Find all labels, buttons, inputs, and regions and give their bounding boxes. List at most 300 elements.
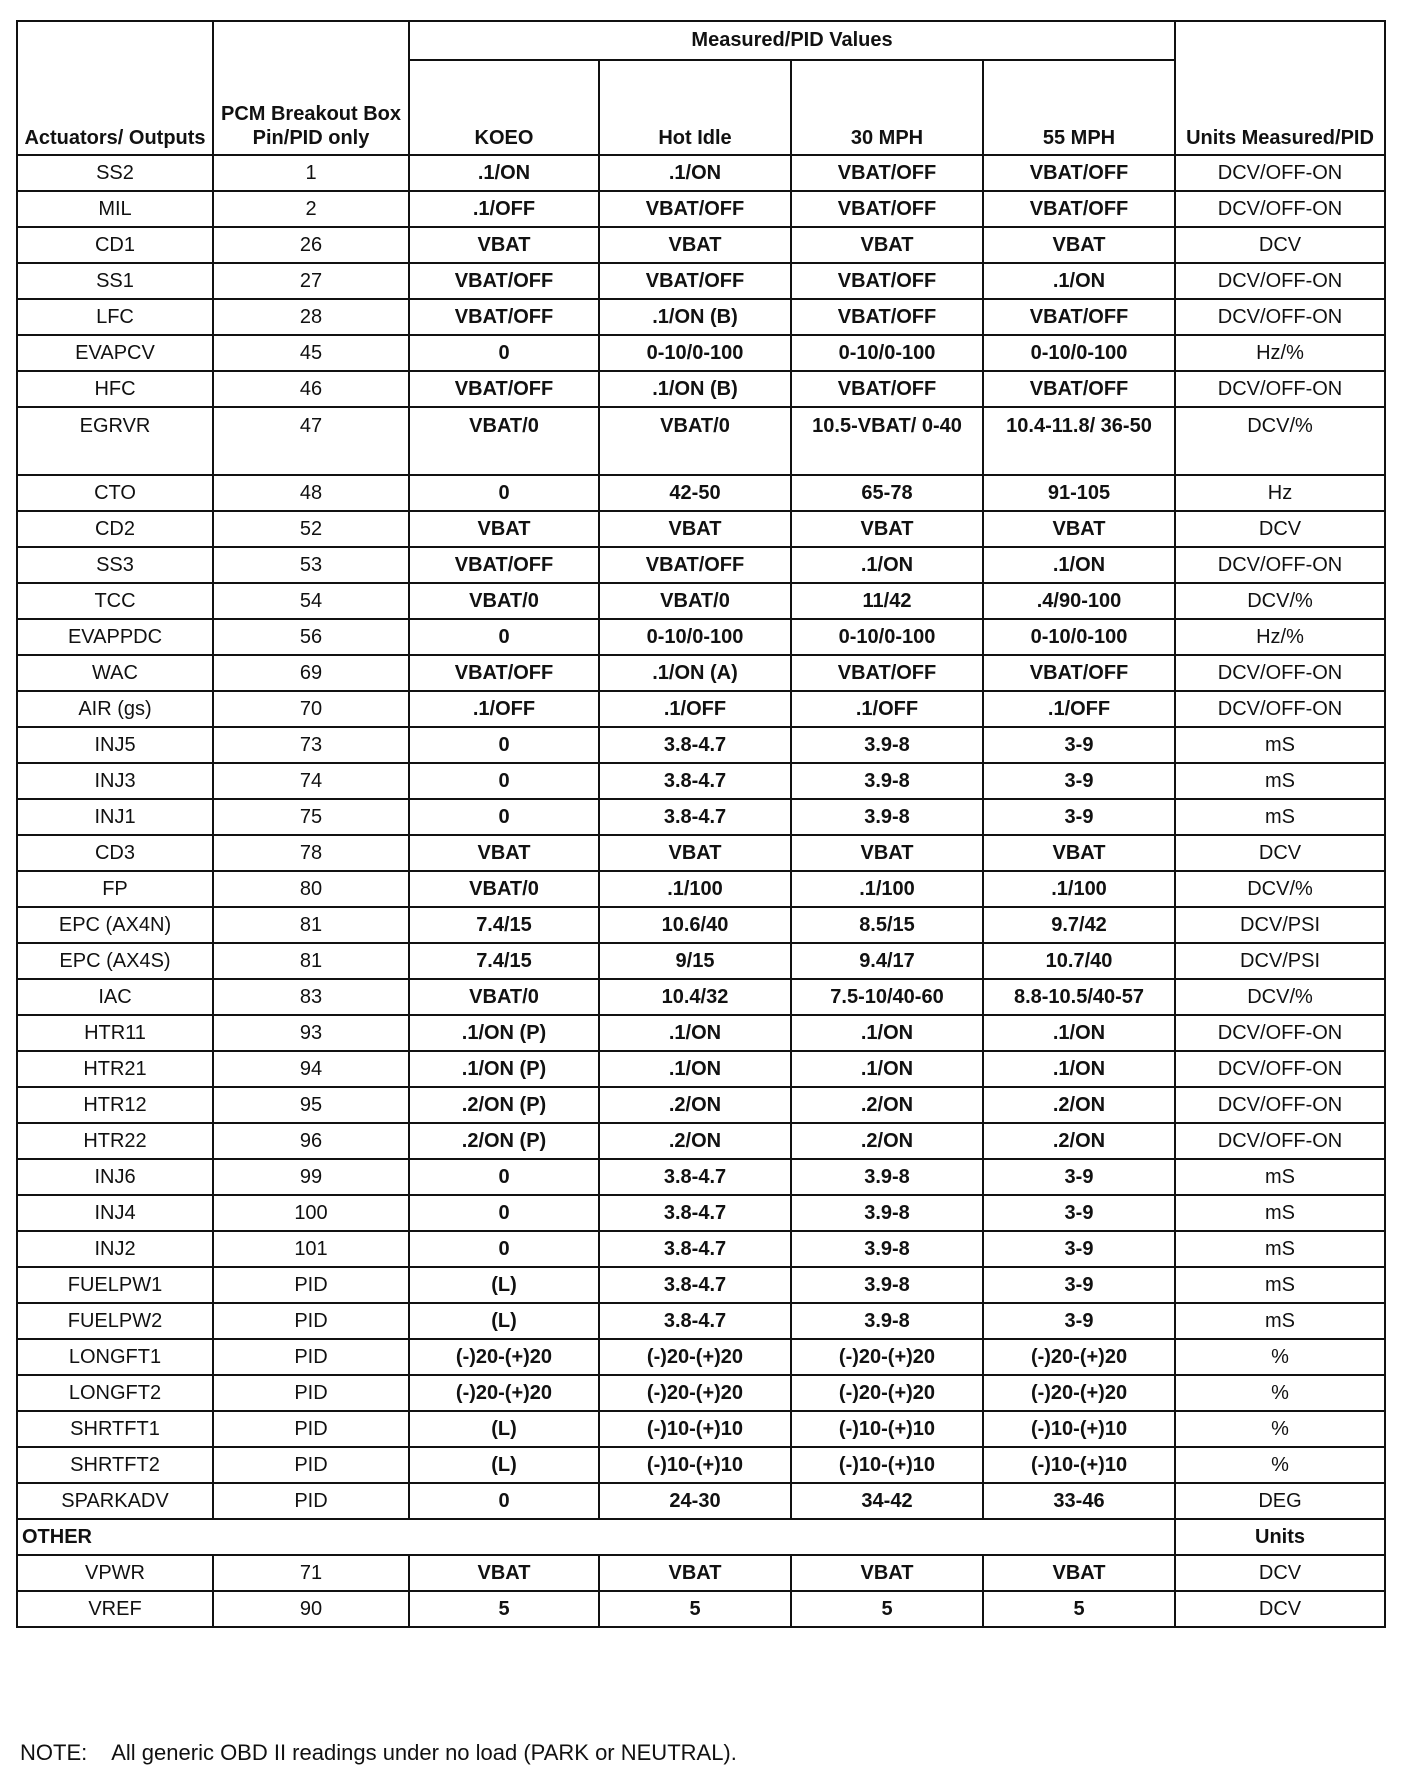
table-row [17, 1303, 1385, 1339]
note-label: NOTE: [20, 1740, 88, 1765]
table-row [17, 511, 1385, 547]
other-header-row [17, 1519, 1385, 1555]
table-row [17, 299, 1385, 335]
actuator-cell: EVAPCV [17, 335, 213, 371]
units-cell: DCV [1175, 835, 1385, 871]
koeo-cell: .1/OFF [409, 691, 599, 727]
hot-idle-cell: (-)10-(+)10 [599, 1447, 791, 1483]
units-cell: DCV/OFF-ON [1175, 299, 1385, 335]
hot-idle-cell: .1/ON (B) [599, 371, 791, 407]
hot-idle-cell: 3.8-4.7 [599, 727, 791, 763]
pin-cell: 70 [213, 691, 409, 727]
table-row [17, 263, 1385, 299]
pin-cell: 93 [213, 1015, 409, 1051]
koeo-cell: VBAT [409, 1555, 599, 1591]
mph30-cell: 65-78 [791, 475, 983, 511]
actuator-cell: CD1 [17, 227, 213, 263]
hot-idle-cell: 3.8-4.7 [599, 1159, 791, 1195]
hot-idle-cell: 3.8-4.7 [599, 1267, 791, 1303]
pin-cell: 100 [213, 1195, 409, 1231]
mph55-cell: .4/90-100 [983, 583, 1175, 619]
mph30-cell: .1/ON [791, 547, 983, 583]
mph30-cell: VBAT/OFF [791, 191, 983, 227]
pin-cell: 26 [213, 227, 409, 263]
mph55-cell: .2/ON [983, 1123, 1175, 1159]
actuator-cell: VREF [17, 1591, 213, 1627]
actuator-cell: HTR12 [17, 1087, 213, 1123]
koeo-cell: 7.4/15 [409, 943, 599, 979]
pin-cell: 71 [213, 1555, 409, 1591]
actuator-cell: SS2 [17, 155, 213, 191]
koeo-cell: 0 [409, 1195, 599, 1231]
actuator-cell: HTR21 [17, 1051, 213, 1087]
mph55-cell: 0-10/0-100 [983, 619, 1175, 655]
pin-cell: 80 [213, 871, 409, 907]
mph55-cell: 3-9 [983, 1159, 1175, 1195]
table-row [17, 835, 1385, 871]
table-row [17, 1411, 1385, 1447]
hot-idle-cell: 3.8-4.7 [599, 1303, 791, 1339]
mph30-cell: 3.9-8 [791, 799, 983, 835]
table-row [17, 907, 1385, 943]
note-text: All generic OBD II readings under no load (PARK or NEUTRAL). [111, 1740, 737, 1765]
actuator-cell: CD2 [17, 511, 213, 547]
pin-cell: 95 [213, 1087, 409, 1123]
mph30-cell: 3.9-8 [791, 1303, 983, 1339]
table-row [17, 191, 1385, 227]
footnote [20, 1740, 737, 1766]
units-cell: % [1175, 1447, 1385, 1483]
actuator-cell: INJ2 [17, 1231, 213, 1267]
pin-cell: 78 [213, 835, 409, 871]
other-section [17, 1519, 1385, 1627]
mph55-cell: VBAT [983, 511, 1175, 547]
pin-cell: 96 [213, 1123, 409, 1159]
mph30-cell: .1/100 [791, 871, 983, 907]
pin-cell: 81 [213, 907, 409, 943]
mph30-cell: 34-42 [791, 1483, 983, 1519]
actuator-output-table [16, 20, 1386, 1628]
units-cell: DCV/OFF-ON [1175, 191, 1385, 227]
hot-idle-cell: VBAT/0 [599, 583, 791, 619]
units-cell: mS [1175, 1267, 1385, 1303]
actuator-cell: AIR (gs) [17, 691, 213, 727]
units-cell: DCV/OFF-ON [1175, 655, 1385, 691]
pin-cell: PID [213, 1339, 409, 1375]
hot-idle-cell: .1/OFF [599, 691, 791, 727]
pin-cell: 28 [213, 299, 409, 335]
pin-cell: PID [213, 1303, 409, 1339]
mph30-cell: (-)10-(+)10 [791, 1411, 983, 1447]
units-cell: DCV/% [1175, 871, 1385, 907]
koeo-cell: 0 [409, 619, 599, 655]
actuator-cell: LFC [17, 299, 213, 335]
table-row [17, 727, 1385, 763]
mph30-cell: 8.5/15 [791, 907, 983, 943]
table-row [17, 547, 1385, 583]
mph55-cell: (-)20-(+)20 [983, 1339, 1175, 1375]
actuator-cell: FUELPW2 [17, 1303, 213, 1339]
mph30-cell: .1/ON [791, 1015, 983, 1051]
units-cell: Hz/% [1175, 619, 1385, 655]
hot-idle-cell: VBAT/0 [599, 407, 791, 475]
mph55-cell: 3-9 [983, 727, 1175, 763]
units-cell: DCV/% [1175, 583, 1385, 619]
units-cell: mS [1175, 1303, 1385, 1339]
pin-cell: 81 [213, 943, 409, 979]
mph30-cell: VBAT/OFF [791, 263, 983, 299]
actuator-cell: SS1 [17, 263, 213, 299]
mph55-cell: 91-105 [983, 475, 1175, 511]
actuator-cell: INJ6 [17, 1159, 213, 1195]
mph30-cell: 3.9-8 [791, 1195, 983, 1231]
table-row [17, 763, 1385, 799]
table-row [17, 475, 1385, 511]
units-cell: DCV/PSI [1175, 907, 1385, 943]
table-row [17, 1447, 1385, 1483]
mph55-cell: 10.4-11.8/ 36-50 [983, 407, 1175, 475]
mph55-cell: .1/ON [983, 1015, 1175, 1051]
pin-cell: PID [213, 1267, 409, 1303]
units-cell: mS [1175, 1231, 1385, 1267]
mph55-cell: .1/OFF [983, 691, 1175, 727]
mph55-cell: 10.7/40 [983, 943, 1175, 979]
table-row [17, 227, 1385, 263]
units-cell: mS [1175, 799, 1385, 835]
mph55-cell: 0-10/0-100 [983, 335, 1175, 371]
mph55-cell: 9.7/42 [983, 907, 1175, 943]
table-row [17, 799, 1385, 835]
mph30-cell: 3.9-8 [791, 763, 983, 799]
koeo-cell: VBAT/0 [409, 979, 599, 1015]
table-row [17, 583, 1385, 619]
units-cell: % [1175, 1375, 1385, 1411]
table-row [17, 1195, 1385, 1231]
koeo-cell: (L) [409, 1447, 599, 1483]
obd-pid-table-sheet [16, 20, 1384, 1628]
mph55-cell: VBAT/OFF [983, 155, 1175, 191]
units-cell: DCV/OFF-ON [1175, 1015, 1385, 1051]
hot-idle-cell: 0-10/0-100 [599, 335, 791, 371]
units-cell: Hz/% [1175, 335, 1385, 371]
mph30-cell: .1/OFF [791, 691, 983, 727]
mph55-cell: 5 [983, 1591, 1175, 1627]
units-cell: DCV [1175, 511, 1385, 547]
pin-cell: 90 [213, 1591, 409, 1627]
mph30-cell: (-)10-(+)10 [791, 1447, 983, 1483]
koeo-cell: 0 [409, 1483, 599, 1519]
mph30-cell: 0-10/0-100 [791, 335, 983, 371]
koeo-cell: VBAT/OFF [409, 263, 599, 299]
hot-idle-cell: VBAT/OFF [599, 263, 791, 299]
table-row [17, 691, 1385, 727]
table-row [17, 1123, 1385, 1159]
units-cell: DCV/% [1175, 407, 1385, 475]
actuator-cell: INJ4 [17, 1195, 213, 1231]
mph55-cell: VBAT [983, 227, 1175, 263]
table-row [17, 1087, 1385, 1123]
hot-idle-cell: VBAT [599, 1555, 791, 1591]
mph30-cell: .2/ON [791, 1123, 983, 1159]
koeo-cell: 0 [409, 799, 599, 835]
hot-idle-cell: 3.8-4.7 [599, 1231, 791, 1267]
mph55-cell: VBAT/OFF [983, 371, 1175, 407]
koeo-cell: 0 [409, 335, 599, 371]
units-cell: % [1175, 1411, 1385, 1447]
pin-cell: 83 [213, 979, 409, 1015]
koeo-cell: (L) [409, 1267, 599, 1303]
mph55-cell: .1/ON [983, 547, 1175, 583]
actuator-cell: EGRVR [17, 407, 213, 475]
table-row [17, 619, 1385, 655]
table-row [17, 1051, 1385, 1087]
pin-cell: 53 [213, 547, 409, 583]
actuator-cell: SHRTFT2 [17, 1447, 213, 1483]
mph30-cell: VBAT [791, 1555, 983, 1591]
table-row [17, 1483, 1385, 1519]
hot-idle-cell: VBAT [599, 835, 791, 871]
koeo-cell: 0 [409, 475, 599, 511]
pin-cell: PID [213, 1375, 409, 1411]
other-label: OTHER [17, 1519, 1175, 1555]
actuator-cell: CTO [17, 475, 213, 511]
mph30-cell: 3.9-8 [791, 1267, 983, 1303]
pin-cell: 94 [213, 1051, 409, 1087]
mph55-cell: 3-9 [983, 1231, 1175, 1267]
table-row [17, 335, 1385, 371]
pin-cell: 48 [213, 475, 409, 511]
koeo-cell: 0 [409, 1159, 599, 1195]
units-cell: DCV/OFF-ON [1175, 547, 1385, 583]
mph55-cell: .1/ON [983, 263, 1175, 299]
mph30-cell: 0-10/0-100 [791, 619, 983, 655]
pin-cell: 2 [213, 191, 409, 227]
header-hot-idle: Hot Idle [599, 60, 791, 155]
mph55-cell: 3-9 [983, 1267, 1175, 1303]
mph55-cell: (-)10-(+)10 [983, 1411, 1175, 1447]
koeo-cell: 5 [409, 1591, 599, 1627]
mph30-cell: (-)20-(+)20 [791, 1339, 983, 1375]
koeo-cell: 0 [409, 1231, 599, 1267]
units-cell: mS [1175, 1159, 1385, 1195]
header-actuators: Actuators/ Outputs [17, 21, 213, 155]
mph55-cell: (-)20-(+)20 [983, 1375, 1175, 1411]
hot-idle-cell: .2/ON [599, 1123, 791, 1159]
actuator-cell: TCC [17, 583, 213, 619]
actuator-cell: INJ3 [17, 763, 213, 799]
mph30-cell: .1/ON [791, 1051, 983, 1087]
mph55-cell: VBAT/OFF [983, 655, 1175, 691]
mph30-cell: VBAT/OFF [791, 371, 983, 407]
units-cell: DCV [1175, 227, 1385, 263]
table-row [17, 979, 1385, 1015]
hot-idle-cell: VBAT [599, 227, 791, 263]
pin-cell: 54 [213, 583, 409, 619]
units-cell: mS [1175, 727, 1385, 763]
table-row [17, 155, 1385, 191]
koeo-cell: .2/ON (P) [409, 1123, 599, 1159]
actuator-cell: SS3 [17, 547, 213, 583]
mph30-cell: VBAT [791, 227, 983, 263]
koeo-cell: .1/OFF [409, 191, 599, 227]
header-pin: PCM Breakout Box Pin/PID only [213, 21, 409, 155]
actuator-cell: FUELPW1 [17, 1267, 213, 1303]
hot-idle-cell: .1/100 [599, 871, 791, 907]
pin-cell: 27 [213, 263, 409, 299]
table-body [17, 155, 1385, 1519]
koeo-cell: VBAT/OFF [409, 655, 599, 691]
koeo-cell: .2/ON (P) [409, 1087, 599, 1123]
actuator-cell: LONGFT1 [17, 1339, 213, 1375]
hot-idle-cell: 42-50 [599, 475, 791, 511]
table-row [17, 1339, 1385, 1375]
header-measured-group: Measured/PID Values [409, 21, 1175, 60]
mph55-cell: (-)10-(+)10 [983, 1447, 1175, 1483]
units-cell: DCV/OFF-ON [1175, 691, 1385, 727]
pin-cell: 46 [213, 371, 409, 407]
hot-idle-cell: VBAT [599, 511, 791, 547]
pin-cell: PID [213, 1411, 409, 1447]
hot-idle-cell: 9/15 [599, 943, 791, 979]
koeo-cell: VBAT/OFF [409, 371, 599, 407]
hot-idle-cell: (-)20-(+)20 [599, 1339, 791, 1375]
units-cell: % [1175, 1339, 1385, 1375]
actuator-cell: EPC (AX4S) [17, 943, 213, 979]
mph55-cell: 3-9 [983, 1195, 1175, 1231]
mph30-cell: 3.9-8 [791, 1159, 983, 1195]
mph30-cell: 5 [791, 1591, 983, 1627]
hot-idle-cell: .1/ON (B) [599, 299, 791, 335]
hot-idle-cell: 0-10/0-100 [599, 619, 791, 655]
koeo-cell: 0 [409, 763, 599, 799]
hot-idle-cell: 24-30 [599, 1483, 791, 1519]
hot-idle-cell: .1/ON [599, 1015, 791, 1051]
units-cell: DCV/OFF-ON [1175, 1051, 1385, 1087]
mph55-cell: 3-9 [983, 1303, 1175, 1339]
units-cell: Hz [1175, 475, 1385, 511]
hot-idle-cell: .2/ON [599, 1087, 791, 1123]
table-row [17, 1159, 1385, 1195]
mph30-cell: VBAT [791, 511, 983, 547]
mph30-cell: VBAT/OFF [791, 155, 983, 191]
pin-cell: PID [213, 1447, 409, 1483]
mph30-cell: VBAT [791, 835, 983, 871]
pin-cell: 73 [213, 727, 409, 763]
hot-idle-cell: 5 [599, 1591, 791, 1627]
units-cell: DCV [1175, 1555, 1385, 1591]
pin-cell: 56 [213, 619, 409, 655]
pin-cell: PID [213, 1483, 409, 1519]
mph30-cell: (-)20-(+)20 [791, 1375, 983, 1411]
koeo-cell: .1/ON [409, 155, 599, 191]
pin-cell: 74 [213, 763, 409, 799]
hot-idle-cell: .1/ON [599, 1051, 791, 1087]
actuator-cell: HTR11 [17, 1015, 213, 1051]
mph30-cell: 10.5-VBAT/ 0-40 [791, 407, 983, 475]
hot-idle-cell: VBAT/OFF [599, 191, 791, 227]
mph30-cell: .2/ON [791, 1087, 983, 1123]
mph30-cell: VBAT/OFF [791, 299, 983, 335]
units-cell: DCV [1175, 1591, 1385, 1627]
actuator-cell: INJ5 [17, 727, 213, 763]
header-30mph: 30 MPH [791, 60, 983, 155]
koeo-cell: (-)20-(+)20 [409, 1375, 599, 1411]
koeo-cell: VBAT/0 [409, 407, 599, 475]
mph30-cell: 11/42 [791, 583, 983, 619]
table-row [17, 1267, 1385, 1303]
actuator-cell: FP [17, 871, 213, 907]
pin-cell: 69 [213, 655, 409, 691]
mph55-cell: 3-9 [983, 799, 1175, 835]
hot-idle-cell: (-)10-(+)10 [599, 1411, 791, 1447]
table-row [17, 1015, 1385, 1051]
koeo-cell: VBAT/OFF [409, 299, 599, 335]
pin-cell: 52 [213, 511, 409, 547]
pin-cell: 1 [213, 155, 409, 191]
table-row [17, 1231, 1385, 1267]
pin-cell: 75 [213, 799, 409, 835]
units-cell: DCV/% [1175, 979, 1385, 1015]
mph30-cell: VBAT/OFF [791, 655, 983, 691]
actuator-cell: EVAPPDC [17, 619, 213, 655]
koeo-cell: VBAT [409, 835, 599, 871]
header-units: Units Measured/PID [1175, 21, 1385, 155]
units-cell: DCV/OFF-ON [1175, 371, 1385, 407]
actuator-cell: HTR22 [17, 1123, 213, 1159]
table-row [17, 943, 1385, 979]
actuator-cell: HFC [17, 371, 213, 407]
koeo-cell: .1/ON (P) [409, 1051, 599, 1087]
mph55-cell: 3-9 [983, 763, 1175, 799]
table-row [17, 371, 1385, 407]
units-cell: DCV/OFF-ON [1175, 1087, 1385, 1123]
units-cell: DCV/OFF-ON [1175, 1123, 1385, 1159]
mph55-cell: .1/100 [983, 871, 1175, 907]
actuator-cell: VPWR [17, 1555, 213, 1591]
table-row [17, 1375, 1385, 1411]
koeo-cell: 0 [409, 727, 599, 763]
units-cell: DCV/OFF-ON [1175, 155, 1385, 191]
pin-cell: 101 [213, 1231, 409, 1267]
mph55-cell: .1/ON [983, 1051, 1175, 1087]
hot-idle-cell: VBAT/OFF [599, 547, 791, 583]
koeo-cell: VBAT/OFF [409, 547, 599, 583]
table-row [17, 871, 1385, 907]
header-55mph: 55 MPH [983, 60, 1175, 155]
pin-cell: 45 [213, 335, 409, 371]
hot-idle-cell: 10.6/40 [599, 907, 791, 943]
actuator-cell: SHRTFT1 [17, 1411, 213, 1447]
koeo-cell: (L) [409, 1411, 599, 1447]
koeo-cell: .1/ON (P) [409, 1015, 599, 1051]
units-cell: DCV/PSI [1175, 943, 1385, 979]
table-row [17, 1591, 1385, 1627]
koeo-cell: (L) [409, 1303, 599, 1339]
units-cell: mS [1175, 763, 1385, 799]
actuator-cell: INJ1 [17, 799, 213, 835]
mph55-cell: VBAT [983, 1555, 1175, 1591]
hot-idle-cell: 3.8-4.7 [599, 799, 791, 835]
actuator-cell: MIL [17, 191, 213, 227]
koeo-cell: 7.4/15 [409, 907, 599, 943]
mph55-cell: .2/ON [983, 1087, 1175, 1123]
units-cell: DEG [1175, 1483, 1385, 1519]
hot-idle-cell: (-)20-(+)20 [599, 1375, 791, 1411]
hot-idle-cell: 10.4/32 [599, 979, 791, 1015]
hot-idle-cell: .1/ON (A) [599, 655, 791, 691]
hot-idle-cell: 3.8-4.7 [599, 763, 791, 799]
header-koeo: KOEO [409, 60, 599, 155]
